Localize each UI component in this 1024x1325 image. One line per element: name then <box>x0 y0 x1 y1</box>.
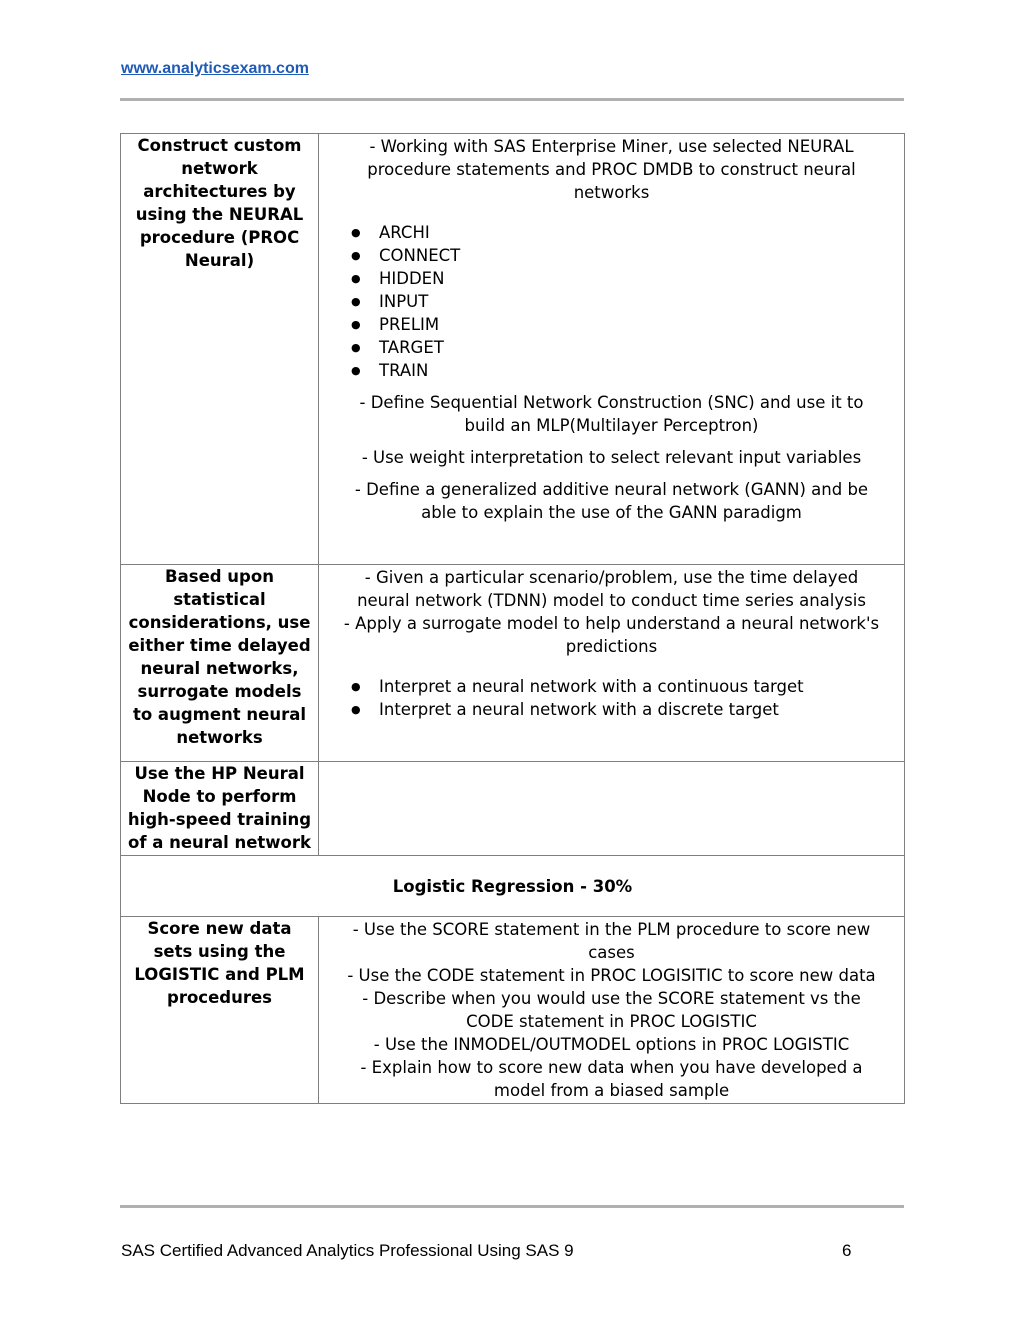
list-item: ● PRELIM <box>319 313 904 336</box>
detail-line: - Define a generalized additive neural network (GANN) and be <box>354 480 869 499</box>
detail-line: - Define Sequential Network Construction (SNC) and use it to <box>359 393 864 412</box>
topic-line: either time delayed <box>128 636 311 655</box>
detail-cell <box>319 565 905 762</box>
detail-line: able to explain the use of the GANN paradigm <box>421 503 802 522</box>
topic-line: high-speed training <box>127 810 312 829</box>
topic-line: Construct custom <box>137 136 302 155</box>
detail-line: - Use the SCORE statement in the PLM procedure to score new <box>352 920 871 939</box>
footer-divider <box>120 1205 904 1208</box>
table-row <box>121 762 905 856</box>
topic-line: procedures <box>167 988 272 1007</box>
topic-line: of a neural network <box>127 833 311 852</box>
list-item: ● CONNECT <box>319 244 904 267</box>
topic-line: LOGISTIC and PLM <box>134 965 305 984</box>
table-row <box>121 134 905 565</box>
detail-line: networks <box>573 183 650 202</box>
topic-cell <box>121 565 319 762</box>
table-row <box>121 917 905 1104</box>
topic-cell <box>121 917 319 1104</box>
topic-line: Node to perform <box>142 787 297 806</box>
table-row <box>121 565 905 762</box>
detail-cell <box>319 917 905 1104</box>
topic-line: statistical <box>173 590 266 609</box>
list-item: ● HIDDEN <box>319 267 904 290</box>
header-divider <box>120 98 904 101</box>
footer-title: SAS Certified Advanced Analytics Professional Using SAS 9 <box>121 1241 574 1260</box>
detail-paragraph <box>319 391 904 437</box>
detail-cell <box>319 134 905 565</box>
syllabus-table <box>120 133 905 1104</box>
detail-line: - Describe when you would use the SCORE statement vs the <box>362 989 861 1008</box>
detail-cell-empty <box>319 762 905 856</box>
detail-line: CODE statement in PROC LOGISTIC <box>466 1012 757 1031</box>
topic-line: procedure (PROC <box>139 228 300 247</box>
bullet-list <box>319 221 904 382</box>
list-item: ● ARCHI <box>319 221 904 244</box>
detail-paragraph <box>319 478 904 524</box>
topic-cell <box>121 134 319 565</box>
detail-line: cases <box>588 943 635 962</box>
detail-paragraph <box>319 446 904 469</box>
topic-line: Score new data <box>147 919 292 938</box>
topic-line: Use the HP Neural <box>134 764 305 783</box>
detail-line: neural network (TDNN) model to conduct time series analysis <box>357 591 866 610</box>
bullet-list <box>319 675 904 721</box>
topic-line: Neural) <box>184 251 255 270</box>
topic-line: surrogate models <box>137 682 302 701</box>
list-item: ● Interpret a neural network with a continuous target <box>319 675 904 698</box>
detail-line: predictions <box>565 637 658 656</box>
table-row <box>121 856 905 917</box>
topic-line: using the NEURAL <box>135 205 304 224</box>
topic-line: networks <box>176 728 263 747</box>
list-item: ● Interpret a neural network with a discrete target <box>319 698 904 721</box>
detail-line: - Use the INMODEL/OUTMODEL options in PROC LOGISTIC <box>373 1035 850 1054</box>
detail-line: - Use weight interpretation to select relevant input variables <box>361 448 862 467</box>
page-number: 6 <box>842 1241 852 1260</box>
header-website-link[interactable]: www.analyticsexam.com <box>121 60 309 77</box>
topic-line: architectures by <box>143 182 296 201</box>
detail-line: - Given a particular scenario/problem, use the time delayed <box>364 568 859 587</box>
list-item: ● INPUT <box>319 290 904 313</box>
topic-cell <box>121 762 319 856</box>
topic-line: to augment neural <box>132 705 307 724</box>
section-heading: Logistic Regression - 30% <box>121 856 905 917</box>
detail-line: - Explain how to score new data when you have developed a <box>360 1058 863 1077</box>
detail-line: model from a biased sample <box>493 1081 730 1100</box>
detail-line: build an MLP(Multilayer Perceptron) <box>464 416 759 435</box>
list-item: ● TRAIN <box>319 359 904 382</box>
topic-line: sets using the <box>153 942 286 961</box>
detail-line: - Working with SAS Enterprise Miner, use selected NEURAL <box>369 137 854 156</box>
detail-line: procedure statements and PROC DMDB to construct neural <box>367 160 856 179</box>
list-item: ● TARGET <box>319 336 904 359</box>
detail-line: - Use the CODE statement in PROC LOGISITIC to score new data <box>347 966 876 985</box>
topic-line: neural networks, <box>140 659 299 678</box>
detail-line: - Apply a surrogate model to help understand a neural network's <box>343 614 880 633</box>
topic-line: network <box>181 159 258 178</box>
topic-line: considerations, use <box>128 613 311 632</box>
topic-line: Based upon <box>165 567 274 586</box>
